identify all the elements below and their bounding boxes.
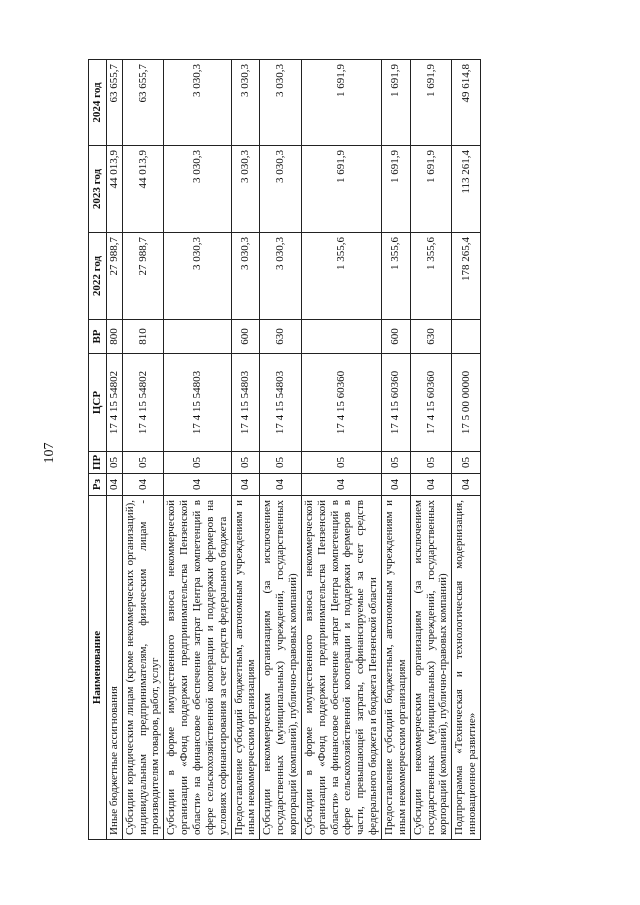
row-value-cell: 3 030,3 [260, 146, 302, 233]
row-name-cell: Подпрограмма «Техническая и технологическая модернизация, инновационное развитие» [452, 496, 481, 840]
header-cell: Рз [89, 474, 107, 496]
page-number: 107 [42, 442, 57, 464]
row-value-cell: 05 [122, 452, 164, 474]
row-value-cell: 05 [301, 452, 381, 474]
table-row [260, 60, 302, 840]
row-value-cell: 17 4 15 60360 [301, 354, 381, 452]
row-value-cell: 04 [260, 474, 302, 496]
row-value-cell: 3 030,3 [260, 233, 302, 320]
row-value-cell: 630 [410, 320, 452, 354]
row-value-cell: 1 355,6 [301, 233, 381, 320]
row-value-cell: 04 [122, 474, 164, 496]
header-cell: ВР [89, 320, 107, 354]
row-value-cell: 630 [260, 320, 302, 354]
rotated-table-container [88, 60, 609, 840]
row-value-cell: 3 030,3 [164, 233, 231, 320]
row-value-cell: 05 [452, 452, 481, 474]
row-value-cell: 05 [382, 452, 411, 474]
row-value-cell: 3 030,3 [164, 146, 231, 233]
table-row [106, 60, 122, 840]
row-value-cell: 44 013,9 [122, 146, 164, 233]
row-value-cell: 04 [410, 474, 452, 496]
table-header-row [89, 60, 107, 840]
row-name-cell: Субсидии некоммерческим организациям (за исключением государственных (муниципальных) учреждений, государственных корпораций (компаний), публично-правовых компаний) [260, 496, 302, 840]
row-value-cell: 49 614,8 [452, 60, 481, 146]
row-value-cell: 17 4 15 54803 [260, 354, 302, 452]
row-value-cell: 1 691,9 [382, 146, 411, 233]
row-value-cell [301, 320, 381, 354]
row-name-cell: Субсидии некоммерческим организациям (за исключением государственных (муниципальных) учреждений, государственных корпораций (компаний), публично-правовых компаний) [410, 496, 452, 840]
row-value-cell: 05 [231, 452, 260, 474]
row-value-cell: 04 [382, 474, 411, 496]
row-value-cell: 27 988,7 [106, 233, 122, 320]
table-row [301, 60, 381, 840]
header-cell: ЦСР [89, 354, 107, 452]
table-row [410, 60, 452, 840]
row-value-cell: 05 [410, 452, 452, 474]
row-value-cell: 3 030,3 [231, 233, 260, 320]
row-name-cell: Предоставление субсидий бюджетным, автономным учреждениям и иным некоммерческим организациям [231, 496, 260, 840]
row-value-cell: 3 030,3 [231, 60, 260, 146]
row-value-cell: 1 691,9 [410, 146, 452, 233]
table-row [382, 60, 411, 840]
row-value-cell: 3 030,3 [260, 60, 302, 146]
row-value-cell: 17 4 15 54802 [106, 354, 122, 452]
row-value-cell: 800 [106, 320, 122, 354]
row-value-cell: 17 4 15 54803 [164, 354, 231, 452]
row-value-cell: 05 [164, 452, 231, 474]
table-row [231, 60, 260, 840]
header-cell: ПР [89, 452, 107, 474]
table-row [452, 60, 481, 840]
row-value-cell: 17 4 15 54802 [122, 354, 164, 452]
row-value-cell: 17 4 15 60360 [410, 354, 452, 452]
row-value-cell: 04 [231, 474, 260, 496]
row-value-cell: 04 [106, 474, 122, 496]
row-value-cell: 17 5 00 00000 [452, 354, 481, 452]
row-value-cell: 27 988,7 [122, 233, 164, 320]
row-value-cell: 04 [452, 474, 481, 496]
row-value-cell: 1 691,9 [301, 60, 381, 146]
row-value-cell: 05 [260, 452, 302, 474]
row-value-cell: 17 4 15 54803 [231, 354, 260, 452]
table-row [122, 60, 164, 840]
row-name-cell: Субсидии в форме имущественного взноса некоммерческой организации «Фонд поддержки предпринимательства Пензенской области» на финансовое обеспечение затрат Центра компетенций в сфере сельскохозяйственной кооперации и поддержки фермеров в части, превышающей затраты, софинансируемые за счет средств федерального бюджета и бюджета Пензенской области [301, 496, 381, 840]
row-value-cell: 1 691,9 [301, 146, 381, 233]
row-value-cell: 1 355,6 [410, 233, 452, 320]
row-value-cell: 17 4 15 60360 [382, 354, 411, 452]
header-cell: Наименование [89, 496, 107, 840]
header-cell: 2023 год [89, 146, 107, 233]
row-name-cell: Иные бюджетные ассигнования [106, 496, 122, 840]
row-value-cell: 600 [382, 320, 411, 354]
row-value-cell: 178 265,4 [452, 233, 481, 320]
row-value-cell: 05 [106, 452, 122, 474]
row-value-cell: 600 [231, 320, 260, 354]
row-name-cell: Субсидии юридическим лицам (кроме некоммерческих организаций), индивидуальным предпринимателям, физическим лицам - производителям товаров, работ, услуг [122, 496, 164, 840]
row-value-cell: 63 655,7 [106, 60, 122, 146]
row-value-cell: 1 355,6 [382, 233, 411, 320]
table-row [164, 60, 231, 840]
row-value-cell: 04 [164, 474, 231, 496]
row-value-cell: 04 [301, 474, 381, 496]
row-value-cell: 113 261,4 [452, 146, 481, 233]
row-value-cell: 3 030,3 [231, 146, 260, 233]
row-value-cell: 3 030,3 [164, 60, 231, 146]
budget-table [88, 59, 481, 840]
row-name-cell: Предоставление субсидий бюджетным, автономным учреждениям и иным некоммерческим организациям [382, 496, 411, 840]
row-name-cell: Субсидии в форме имущественного взноса некоммерческой организации «Фонд поддержки предпринимательства Пензенской области» на финансовое обеспечение затрат Центра компетенций в сфере сельскохозяйственной кооперации и поддержки фермеров на условиях софинансирования за счет средств федерального бюджета [164, 496, 231, 840]
header-cell: 2024 год [89, 60, 107, 146]
header-cell: 2022 год [89, 233, 107, 320]
row-value-cell: 810 [122, 320, 164, 354]
row-value-cell: 1 691,9 [410, 60, 452, 146]
row-value-cell: 1 691,9 [382, 60, 411, 146]
row-value-cell [452, 320, 481, 354]
row-value-cell: 44 013,9 [106, 146, 122, 233]
row-value-cell [164, 320, 231, 354]
row-value-cell: 63 655,7 [122, 60, 164, 146]
